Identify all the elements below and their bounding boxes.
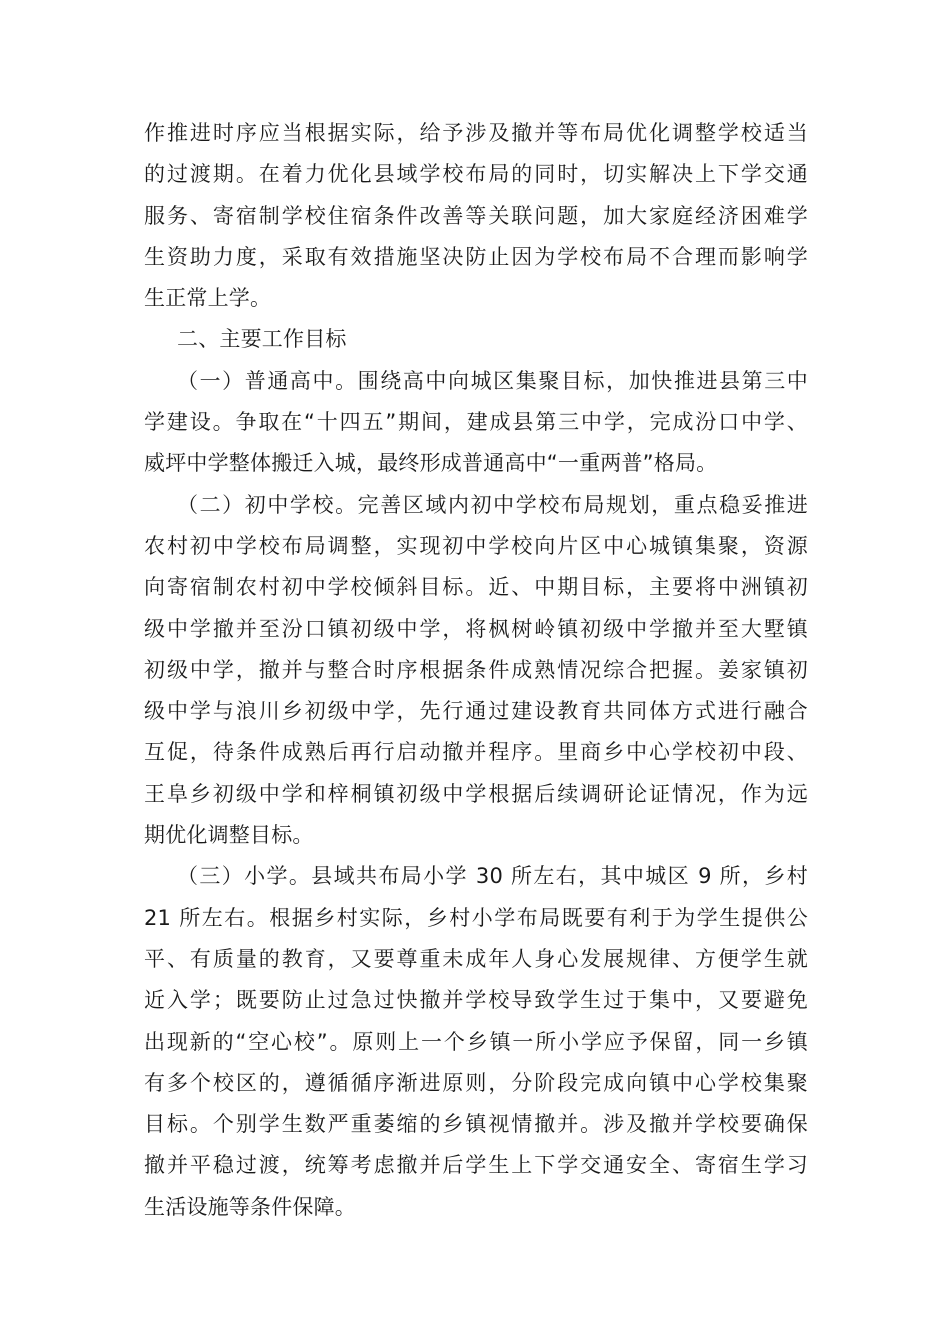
text-line: 服务、寄宿制学校住宿条件改善等关联问题，加大家庭经济困难学 bbox=[144, 203, 808, 228]
text-line: 的过渡期。在着力优化县域学校布局的同时，切实解决上下学交通 bbox=[144, 162, 808, 187]
text-line: （三）小学。县域共布局小学 30 所左右，其中城区 9 所，乡村 bbox=[177, 864, 808, 889]
paragraph-continuation bbox=[144, 113, 808, 319]
text-line: 初级中学，撤并与整合时序根据条件成熟情况综合把握。姜家镇初 bbox=[144, 657, 808, 682]
text-line: 近入学；既要防止过急过快撤并学校导致学生过于集中，又要避免 bbox=[144, 988, 808, 1013]
text-line: 生资助力度，采取有效措施坚决防止因为学校布局不合理而影响学 bbox=[144, 244, 808, 269]
text-line: （一）普通高中。围绕高中向城区集聚目标，加快推进县第三中 bbox=[177, 368, 808, 393]
text-line: 农村初中学校布局调整，实现初中学校向片区中心城镇集聚，资源 bbox=[144, 533, 808, 558]
text-line: 互促，待条件成熟后再行启动撤并程序。里商乡中心学校初中段、 bbox=[144, 740, 808, 765]
text-line: 作推进时序应当根据实际，给予涉及撤并等布局优化调整学校适当 bbox=[144, 121, 808, 145]
paragraph-primary-school bbox=[144, 856, 808, 1228]
text-line: 级中学撤并至汾口镇初级中学，将枫树岭镇初级中学撤并至大墅镇 bbox=[144, 616, 808, 641]
text-line: 生正常上学。 bbox=[144, 286, 272, 311]
text-line: 学建设。争取在“十四五”期间，建成县第三中学，完成汾口中学、 bbox=[144, 410, 808, 435]
paragraph-high-school bbox=[144, 361, 808, 485]
section-heading bbox=[144, 319, 808, 360]
text-line: 王阜乡初级中学和梓桐镇初级中学根据后续调研论证情况，作为远 bbox=[144, 781, 808, 806]
text-line: 21 所左右。根据乡村实际，乡村小学布局既要有利于为学生提供公 bbox=[144, 905, 808, 930]
text-line: 威坪中学整体搬迁入城，最终形成普通高中“一重两普”格局。 bbox=[144, 451, 718, 476]
text-line: 目标。个别学生数严重萎缩的乡镇视情撤并。涉及撤并学校要确保 bbox=[144, 1112, 808, 1137]
text-line: 撤并平稳过渡，统筹考虑撤并后学生上下学交通安全、寄宿生学习 bbox=[144, 1153, 808, 1178]
text-line: 期优化调整目标。 bbox=[144, 823, 314, 848]
document-page bbox=[144, 113, 808, 1228]
text-line: 平、有质量的教育，又要尊重未成年人身心发展规律、方便学生就 bbox=[144, 946, 808, 971]
heading-text: 二、主要工作目标 bbox=[177, 327, 347, 352]
text-line: （二）初中学校。完善区域内初中学校布局规划，重点稳妥推进 bbox=[177, 492, 808, 517]
text-line: 向寄宿制农村初中学校倾斜目标。近、中期目标，主要将中洲镇初 bbox=[144, 575, 808, 600]
text-line: 出现新的“空心校”。原则上一个乡镇一所小学应予保留，同一乡镇 bbox=[144, 1029, 808, 1054]
text-line: 有多个校区的，遵循循序渐进原则，分阶段完成向镇中心学校集聚 bbox=[144, 1070, 808, 1095]
text-line: 生活设施等条件保障。 bbox=[144, 1194, 356, 1219]
text-line: 级中学与浪川乡初级中学，先行通过建设教育共同体方式进行融合 bbox=[144, 699, 808, 724]
paragraph-junior-high bbox=[144, 485, 808, 857]
